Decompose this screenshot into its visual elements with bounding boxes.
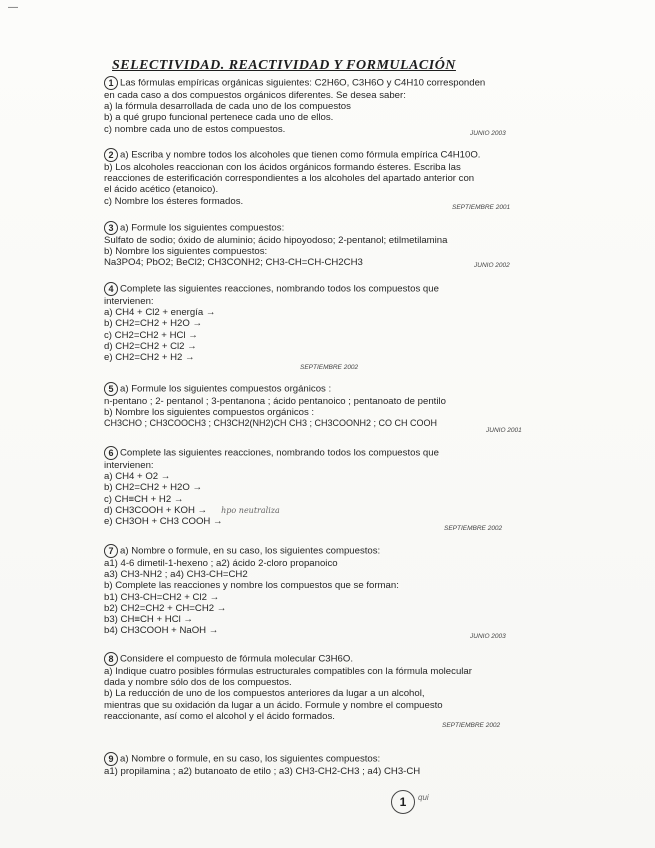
exam-date: SEPTIEMBRE 2002 bbox=[442, 722, 501, 729]
question-number: 4 bbox=[104, 282, 118, 296]
exam-date: JUNIO 2001 bbox=[486, 427, 522, 434]
corner-mark: — bbox=[8, 2, 18, 13]
question-number: 7 bbox=[104, 544, 118, 558]
question-number: 9 bbox=[104, 752, 118, 766]
footer-mark: qui bbox=[418, 793, 429, 802]
question-4: 4 Complete las siguientes reacciones, nombrando todos los compuestos que intervienen: a) CH4 + Cl2 + energía → b) CH2=CH2 + H2O → c) CH2=CH2 + HCl → d) CH2=CH2 + Cl2 → e) CH2=CH2 + H2 → bbox=[104, 283, 439, 364]
question-5: 5 a) Formule los siguientes compuestos orgánicos : n-pentano ; 2- pentanol ; 3-pentanona ; ácido pentanoico ; pentanoato de pentilo b) Nombre los siguientes compuestos orgánicos : CH3CHO ; CH3COOCH3 ; CH3CH2(NH2)CH CH3 ; CH3COONH2 ; CO CH COOH bbox=[104, 383, 446, 429]
exam-date: SEPTIEMBRE 2002 bbox=[300, 364, 359, 371]
exam-date: JUNIO 2003 bbox=[470, 633, 506, 640]
exam-date: SEPTIEMBRE 2002 bbox=[444, 525, 503, 532]
handwritten-note: hpo neutraliza bbox=[221, 505, 280, 515]
question-1: 1 Las fórmulas empíricas orgánicas siguientes: C2H6O, C3H6O y C4H10 corresponden en cada caso a dos compuestos orgánicos diferentes. Se desea saber: a) la fórmula desarrollada de cada uno de los compuestos b) a qué grupo funcional pertenece cada uno de ellos. c) nombre cada uno de estos compuestos. bbox=[104, 77, 486, 135]
question-8: 8 Considere el compuesto de fórmula molecular C3H6O. a) Indique cuatro posibles fórmulas estructurales compatibles con la fórmula molecular dada y nombre sólo dos de los compuestos. b) La reducción de uno de los compuestos anteriores da lugar a un alcohol, mientras que su oxidación da lugar a un ácido. Formule y nombre el compuesto reaccionante, así como el alcohol y el ácido formados. bbox=[104, 653, 472, 722]
question-7: 7 a) Nombre o formule, en su caso, los siguientes compuestos: a1) 4-6 dimetil-1-hexeno ; a2) ácido 2-cloro propanoico a3) CH3-NH2 ; a4) CH3-CH=CH2 b) Complete las reacciones y nombre los compuestos que se forman: b1) CH3-CH=CH2 + Cl2 → b2) CH2=CH2 + CH=CH2 → b3) CH≡CH + HCl → b4) CH3COOH + NaOH → bbox=[104, 545, 399, 637]
page-title: SELECTIVIDAD. REACTIVIDAD Y FORMULACIÓN bbox=[112, 58, 456, 73]
page-number: 1 bbox=[391, 790, 415, 814]
question-2: 2 a) Escriba y nombre todos los alcoholes que tienen como fórmula empírica C4H10O. b) Los alcoholes reaccionan con los ácidos orgánicos formando ésteres. Escriba las reacciones de esterificación correspondientes a los alcoholes del apartado anterior con el ácido acético (etanoico). c) Nombre los ésteres formados. bbox=[104, 149, 481, 207]
question-9: 9 a) Nombre o formule, en su caso, los siguientes compuestos: a1) propilamina ; a2) butanoato de etilo ; a3) CH3-CH2-CH3 ; a4) CH3-CH bbox=[104, 753, 421, 777]
question-number: 2 bbox=[104, 148, 118, 162]
question-6: 6 Complete las siguientes reacciones, nombrando todos los compuestos que intervienen: a) CH4 + O2 → b) CH2=CH2 + H2O → c) CH≡CH + H2 → d) CH3COOH + KOH → hpo neutraliza e) CH3OH + CH3 COOH → bbox=[104, 447, 439, 528]
question-number: 1 bbox=[104, 76, 118, 90]
exam-date: JUNIO 2003 bbox=[470, 130, 506, 137]
question-number: 6 bbox=[104, 446, 118, 460]
exam-date: SEPTIEMBRE 2001 bbox=[452, 204, 511, 211]
question-number: 8 bbox=[104, 652, 118, 666]
question-3: 3 a) Formule los siguientes compuestos: Sulfato de sodio; óxido de aluminio; ácido hipoyodoso; 2-pentanol; etilmetilamina b) Nombre los siguientes compuestos: Na3PO4; PbO2; BeCl2; CH3CONH2; CH3-CH=CH-CH2CH3 bbox=[104, 222, 448, 269]
question-number: 3 bbox=[104, 221, 118, 235]
exam-date: JUNIO 2002 bbox=[474, 262, 510, 269]
question-number: 5 bbox=[104, 382, 118, 396]
